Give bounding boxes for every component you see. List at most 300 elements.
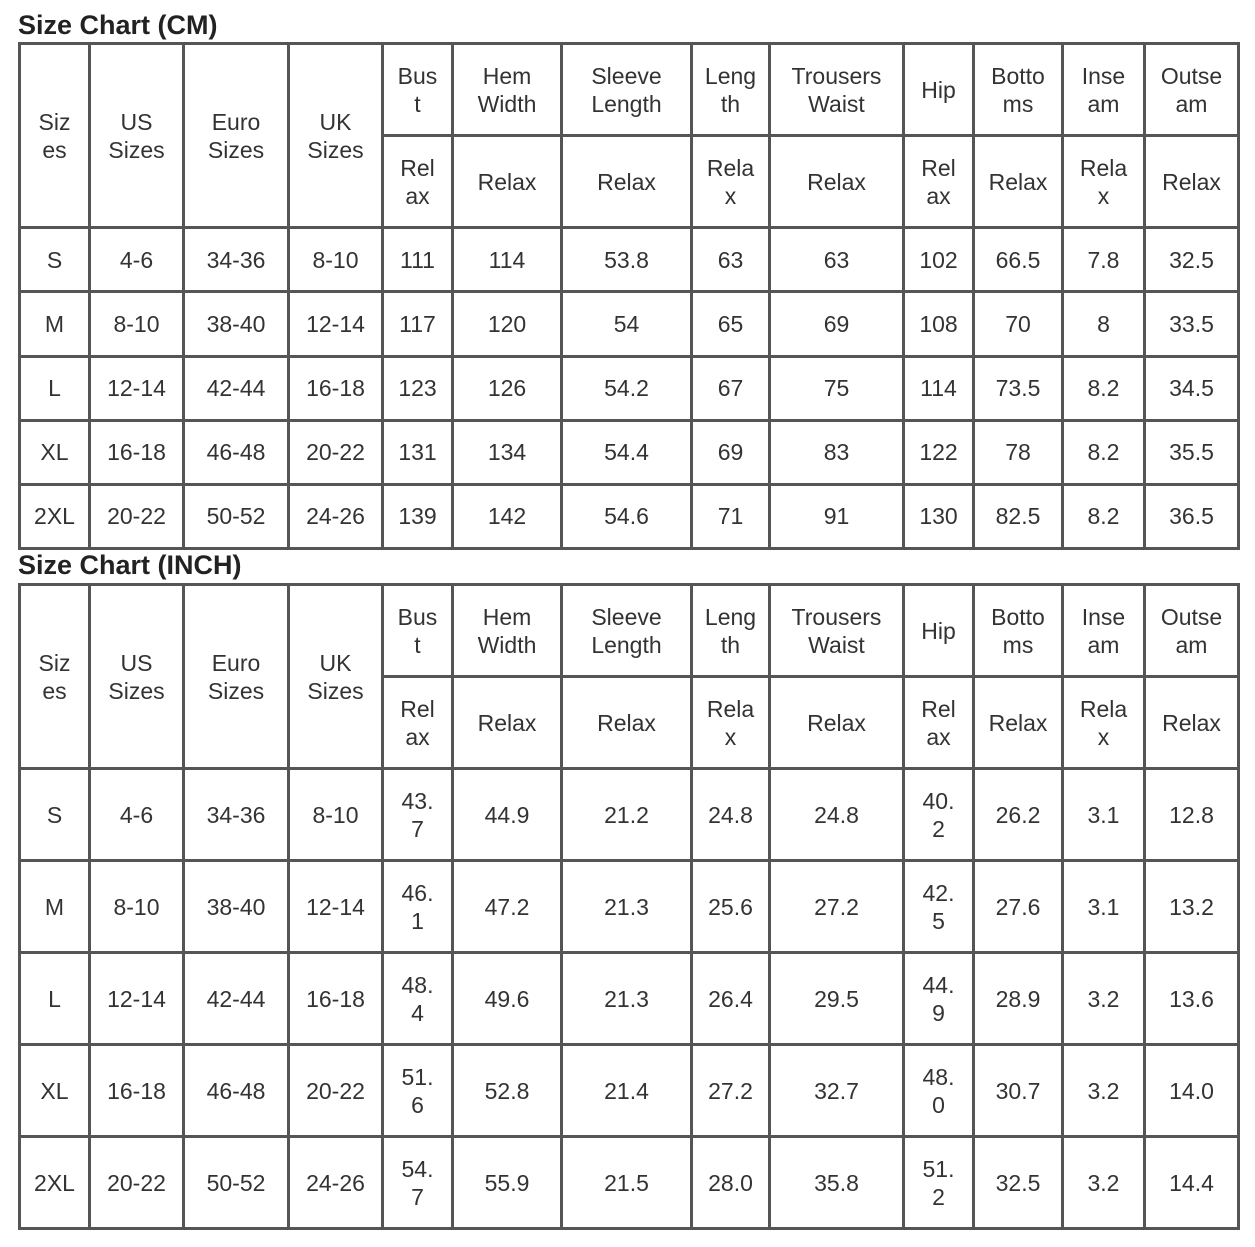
value-cell xyxy=(905,422,975,486)
cell-value: 91 xyxy=(823,503,850,530)
cell-value: 33.5 xyxy=(1169,311,1214,338)
cell-value: 38-40 xyxy=(206,893,266,920)
cell-value: 28.0 xyxy=(708,1169,753,1196)
cell-value: 34-36 xyxy=(206,246,266,273)
value-cell xyxy=(290,422,384,486)
cell-value: 63 xyxy=(717,246,744,273)
value-cell xyxy=(1146,862,1240,954)
measure-label: Bus t xyxy=(397,62,438,117)
value-cell xyxy=(454,1046,563,1138)
value-cell xyxy=(693,770,771,862)
value-cell xyxy=(384,293,454,357)
cell-value: 14.4 xyxy=(1169,1169,1214,1196)
header-cell xyxy=(185,45,290,229)
cell-value: 54.6 xyxy=(604,503,649,530)
header-cell xyxy=(21,45,91,229)
value-cell xyxy=(905,1138,975,1230)
table-row xyxy=(21,486,1240,550)
cell-value: 8-10 xyxy=(113,311,160,338)
value-cell xyxy=(693,1046,771,1138)
header-cell-fit xyxy=(1064,137,1146,229)
measure-label: Botto ms xyxy=(991,62,1045,117)
cell-value: 8.2 xyxy=(1087,503,1120,530)
cell-value: 16-18 xyxy=(107,439,166,466)
cell-value: 122 xyxy=(919,439,958,466)
value-cell xyxy=(693,422,771,486)
cell-value: 27.6 xyxy=(995,893,1041,920)
header-cell-measure xyxy=(975,45,1064,137)
table-row xyxy=(21,422,1240,486)
header-cell-measure xyxy=(563,45,693,137)
cell-value: 108 xyxy=(919,311,958,338)
size-chart-cm-title: Size Chart (CM) xyxy=(18,10,218,40)
cell-value: 24.8 xyxy=(708,801,753,828)
header-cell-fit xyxy=(384,678,454,770)
value-cell xyxy=(185,358,290,422)
value-cell xyxy=(771,358,905,422)
value-cell xyxy=(91,229,185,293)
value-cell xyxy=(384,862,454,954)
value-cell xyxy=(290,862,384,954)
header-cell-measure xyxy=(1064,45,1146,137)
value-cell xyxy=(771,862,905,954)
header-cell-fit xyxy=(454,137,563,229)
header-cell-measure xyxy=(771,45,905,137)
value-cell xyxy=(563,862,693,954)
value-cell xyxy=(771,293,905,357)
size-chart-cm-table xyxy=(18,42,1240,550)
value-cell xyxy=(91,486,185,550)
header-cell-measure xyxy=(693,586,771,678)
value-cell xyxy=(91,770,185,862)
header-row-measures xyxy=(21,45,1240,137)
header-cell-measure xyxy=(454,586,563,678)
header-cell-fit xyxy=(454,678,563,770)
header-cell-fit xyxy=(1146,137,1240,229)
cell-value: 32.5 xyxy=(1169,246,1214,273)
value-cell xyxy=(1064,293,1146,357)
cell-value: 32.7 xyxy=(814,1077,859,1104)
header-cell-measure xyxy=(771,586,905,678)
cell-value: 21.2 xyxy=(604,801,649,828)
header-cell-measure xyxy=(563,586,693,678)
value-cell xyxy=(185,1046,290,1138)
value-cell xyxy=(1146,770,1240,862)
header-label: US Sizes xyxy=(108,108,165,163)
measure-label: Trousers Waist xyxy=(791,62,882,117)
table-row xyxy=(21,293,1240,357)
value-cell xyxy=(1064,1046,1146,1138)
cell-value: 20-22 xyxy=(107,503,166,530)
value-cell xyxy=(975,770,1064,862)
cell-value: 32.5 xyxy=(995,1169,1041,1196)
value-cell xyxy=(563,293,693,357)
value-cell xyxy=(1064,1138,1146,1230)
value-cell xyxy=(693,1138,771,1230)
header-label: UK Sizes xyxy=(307,649,364,704)
value-cell xyxy=(771,770,905,862)
size-cell xyxy=(21,293,91,357)
cell-value: 49.6 xyxy=(484,985,530,1012)
cell-value: 3.1 xyxy=(1087,893,1120,920)
cell-value: 4-6 xyxy=(119,801,154,828)
cell-value: S xyxy=(46,246,63,273)
cell-value: 21.5 xyxy=(604,1169,649,1196)
cell-value: 3.1 xyxy=(1087,801,1120,828)
measure-label: Inse am xyxy=(1081,603,1126,658)
fit-label: Rel ax xyxy=(400,154,435,209)
value-cell xyxy=(454,358,563,422)
cell-value: 120 xyxy=(487,311,527,338)
value-cell xyxy=(975,422,1064,486)
cell-value: 142 xyxy=(487,503,527,530)
value-cell xyxy=(693,486,771,550)
fit-label: Relax xyxy=(807,709,866,736)
value-cell xyxy=(1064,358,1146,422)
cell-value: 2XL xyxy=(34,1169,75,1196)
cell-value: 66.5 xyxy=(995,246,1041,273)
cell-value: 20-22 xyxy=(306,1077,365,1104)
cell-value: 8-10 xyxy=(113,893,160,920)
cell-value: 20-22 xyxy=(306,439,365,466)
cell-value: 35.5 xyxy=(1169,439,1214,466)
cell-value: 139 xyxy=(398,503,437,530)
value-cell xyxy=(905,954,975,1046)
cell-value: 71 xyxy=(717,503,744,530)
value-cell xyxy=(454,293,563,357)
value-cell xyxy=(905,1046,975,1138)
value-cell xyxy=(975,229,1064,293)
header-cell-measure xyxy=(454,45,563,137)
cell-value: 16-18 xyxy=(306,375,365,402)
cell-value: 8 xyxy=(1097,311,1110,338)
value-cell xyxy=(185,486,290,550)
value-cell xyxy=(771,486,905,550)
value-cell xyxy=(563,422,693,486)
cell-value: 13.6 xyxy=(1169,985,1214,1012)
value-cell xyxy=(563,229,693,293)
cell-value: L xyxy=(48,985,61,1012)
value-cell xyxy=(454,422,563,486)
fit-label: Relax xyxy=(477,709,537,736)
cell-value: 21.3 xyxy=(604,985,649,1012)
value-cell xyxy=(771,229,905,293)
value-cell xyxy=(290,229,384,293)
cell-value: 24-26 xyxy=(306,1169,365,1196)
cell-value: XL xyxy=(40,439,69,466)
cell-value: 13.2 xyxy=(1169,893,1214,920)
cell-value: 44.9 xyxy=(484,801,530,828)
header-cell xyxy=(185,586,290,770)
value-cell xyxy=(384,1046,454,1138)
measure-label: Hip xyxy=(921,76,956,103)
value-cell xyxy=(454,1138,563,1230)
cell-value: 12-14 xyxy=(306,311,365,338)
value-cell xyxy=(185,954,290,1046)
cell-value: 50-52 xyxy=(206,1169,266,1196)
header-cell-measure xyxy=(1064,586,1146,678)
cell-value: 75 xyxy=(823,375,850,402)
value-cell xyxy=(91,358,185,422)
measure-label: Sleeve Length xyxy=(591,603,662,658)
value-cell xyxy=(563,1046,693,1138)
value-cell xyxy=(1146,358,1240,422)
value-cell xyxy=(563,954,693,1046)
cell-value: 46. 1 xyxy=(401,879,434,934)
cell-value: 8-10 xyxy=(312,246,359,273)
cell-value: 130 xyxy=(919,503,958,530)
header-label: Euro Sizes xyxy=(207,108,265,163)
value-cell xyxy=(905,358,975,422)
fit-label: Relax xyxy=(1162,709,1221,736)
header-cell-fit xyxy=(771,137,905,229)
table-row xyxy=(21,229,1240,293)
value-cell xyxy=(905,293,975,357)
value-cell xyxy=(905,486,975,550)
value-cell xyxy=(91,862,185,954)
header-cell-fit xyxy=(905,137,975,229)
header-label: US Sizes xyxy=(108,649,165,704)
cell-value: 44. 9 xyxy=(922,971,955,1026)
header-cell-fit xyxy=(975,678,1064,770)
value-cell xyxy=(91,293,185,357)
header-label: Siz es xyxy=(38,649,71,704)
value-cell xyxy=(384,486,454,550)
cell-value: 16-18 xyxy=(107,1077,166,1104)
header-cell-measure xyxy=(1146,45,1240,137)
cell-value: 3.2 xyxy=(1087,985,1120,1012)
value-cell xyxy=(563,486,693,550)
cell-value: 34.5 xyxy=(1169,375,1214,402)
value-cell xyxy=(1064,229,1146,293)
value-cell xyxy=(1146,422,1240,486)
value-cell xyxy=(563,770,693,862)
cell-value: 8.2 xyxy=(1087,439,1120,466)
size-cell xyxy=(21,770,91,862)
value-cell xyxy=(771,422,905,486)
measure-label: Leng th xyxy=(704,603,757,658)
value-cell xyxy=(771,954,905,1046)
cell-value: 34-36 xyxy=(206,801,266,828)
cell-value: 48. 0 xyxy=(922,1063,955,1118)
value-cell xyxy=(185,862,290,954)
cell-value: 69 xyxy=(823,311,850,338)
value-cell xyxy=(1146,486,1240,550)
value-cell xyxy=(454,229,563,293)
cell-value: 28.9 xyxy=(995,985,1041,1012)
value-cell xyxy=(454,486,563,550)
cell-value: 65 xyxy=(717,311,744,338)
header-cell-fit xyxy=(693,678,771,770)
cell-value: 114 xyxy=(920,375,957,402)
measure-label: Sleeve Length xyxy=(591,62,662,117)
cell-value: 67 xyxy=(717,375,744,402)
value-cell xyxy=(185,422,290,486)
cell-value: L xyxy=(48,375,61,402)
fit-label: Rela x xyxy=(1079,154,1128,209)
cell-value: 12-14 xyxy=(306,893,365,920)
size-cell xyxy=(21,1138,91,1230)
header-cell xyxy=(21,586,91,770)
fit-label: Relax xyxy=(988,709,1048,736)
cell-value: 25.6 xyxy=(708,893,753,920)
cell-value: 3.2 xyxy=(1087,1077,1120,1104)
value-cell xyxy=(1064,954,1146,1046)
header-cell-fit xyxy=(771,678,905,770)
measure-label: Inse am xyxy=(1081,62,1126,117)
header-cell-measure xyxy=(975,586,1064,678)
size-cell xyxy=(21,229,91,293)
cell-value: 134 xyxy=(487,439,527,466)
cell-value: 51. 2 xyxy=(922,1155,955,1210)
value-cell xyxy=(693,293,771,357)
value-cell xyxy=(454,770,563,862)
fit-label: Relax xyxy=(1162,168,1221,195)
cell-value: 54. 7 xyxy=(401,1155,434,1210)
value-cell xyxy=(693,954,771,1046)
value-cell xyxy=(290,1138,384,1230)
header-cell-measure xyxy=(905,45,975,137)
cell-value: 117 xyxy=(399,311,436,338)
value-cell xyxy=(1146,1046,1240,1138)
table-row xyxy=(21,1046,1240,1138)
header-label: Euro Sizes xyxy=(207,649,265,704)
header-cell-fit xyxy=(384,137,454,229)
value-cell xyxy=(975,293,1064,357)
cell-value: 30.7 xyxy=(995,1077,1041,1104)
value-cell xyxy=(384,358,454,422)
cell-value: 53.8 xyxy=(604,246,649,273)
value-cell xyxy=(91,1138,185,1230)
cell-value: 69 xyxy=(717,439,744,466)
value-cell xyxy=(185,229,290,293)
header-label: Siz es xyxy=(38,108,71,163)
cell-value: 26.4 xyxy=(708,985,753,1012)
measure-label: Hip xyxy=(921,617,956,644)
cell-value: 126 xyxy=(487,375,527,402)
header-cell-measure xyxy=(1146,586,1240,678)
value-cell xyxy=(454,862,563,954)
header-cell-fit xyxy=(563,678,693,770)
header-cell-fit xyxy=(563,137,693,229)
header-cell xyxy=(290,45,384,229)
cell-value: 48. 4 xyxy=(401,971,434,1026)
measure-label: Leng th xyxy=(704,62,757,117)
header-cell xyxy=(91,586,185,770)
size-cell xyxy=(21,422,91,486)
header-cell-measure xyxy=(384,45,454,137)
cell-value: 42-44 xyxy=(206,985,266,1012)
value-cell xyxy=(905,862,975,954)
measure-label: Bus t xyxy=(397,603,438,658)
cell-value: 38-40 xyxy=(206,311,266,338)
value-cell xyxy=(1064,862,1146,954)
cell-value: 40. 2 xyxy=(922,787,955,842)
cell-value: 12.8 xyxy=(1169,801,1214,828)
cell-value: 16-18 xyxy=(306,985,365,1012)
cell-value: 36.5 xyxy=(1169,503,1214,530)
value-cell xyxy=(290,954,384,1046)
value-cell xyxy=(290,1046,384,1138)
value-cell xyxy=(693,862,771,954)
header-cell-measure xyxy=(905,586,975,678)
header-cell-fit xyxy=(1064,678,1146,770)
measure-label: Hem Width xyxy=(477,603,537,658)
cell-value: 7.8 xyxy=(1087,246,1120,273)
fit-label: Rela x xyxy=(1079,695,1128,750)
value-cell xyxy=(771,1138,905,1230)
value-cell xyxy=(975,1046,1064,1138)
cell-value: 8.2 xyxy=(1087,375,1120,402)
cell-value: 42. 5 xyxy=(922,879,955,934)
header-cell xyxy=(290,586,384,770)
fit-label: Rela x xyxy=(706,695,755,750)
cell-value: 114 xyxy=(488,246,526,273)
value-cell xyxy=(1146,954,1240,1046)
cell-value: 123 xyxy=(398,375,437,402)
header-cell-measure xyxy=(693,45,771,137)
measure-label: Trousers Waist xyxy=(791,603,882,658)
cell-value: 4-6 xyxy=(119,246,154,273)
value-cell xyxy=(1146,293,1240,357)
measure-label: Outse am xyxy=(1160,603,1223,658)
value-cell xyxy=(185,293,290,357)
cell-value: 50-52 xyxy=(206,503,266,530)
value-cell xyxy=(384,954,454,1046)
header-cell-fit xyxy=(975,137,1064,229)
fit-label: Rel ax xyxy=(921,154,956,209)
cell-value: 8-10 xyxy=(312,801,359,828)
cell-value: 21.3 xyxy=(604,893,649,920)
table-row xyxy=(21,1138,1240,1230)
cell-value: M xyxy=(44,311,65,338)
cell-value: 21.4 xyxy=(604,1077,649,1104)
value-cell xyxy=(1064,770,1146,862)
value-cell xyxy=(290,358,384,422)
cell-value: 12-14 xyxy=(107,985,166,1012)
header-cell-fit xyxy=(693,137,771,229)
value-cell xyxy=(693,229,771,293)
value-cell xyxy=(384,1138,454,1230)
value-cell xyxy=(975,486,1064,550)
value-cell xyxy=(384,229,454,293)
table-row xyxy=(21,770,1240,862)
fit-label: Rela x xyxy=(706,154,755,209)
cell-value: 43. 7 xyxy=(401,787,434,842)
fit-label: Relax xyxy=(597,168,656,195)
value-cell xyxy=(91,1046,185,1138)
value-cell xyxy=(290,486,384,550)
cell-value: 2XL xyxy=(34,503,75,530)
cell-value: M xyxy=(44,893,65,920)
cell-value: 27.2 xyxy=(814,893,859,920)
value-cell xyxy=(975,358,1064,422)
cell-value: 3.2 xyxy=(1087,1169,1120,1196)
cell-value: 63 xyxy=(823,246,850,273)
cell-value: 52.8 xyxy=(484,1077,530,1104)
value-cell xyxy=(1064,422,1146,486)
value-cell xyxy=(693,358,771,422)
cell-value: 131 xyxy=(398,439,437,466)
fit-label: Rel ax xyxy=(400,695,435,750)
cell-value: 83 xyxy=(823,439,850,466)
size-chart-inch-title: Size Chart (INCH) xyxy=(18,550,242,580)
table-row xyxy=(21,862,1240,954)
value-cell xyxy=(975,862,1064,954)
value-cell xyxy=(1064,486,1146,550)
cell-value: 54 xyxy=(613,311,640,338)
size-cell xyxy=(21,358,91,422)
